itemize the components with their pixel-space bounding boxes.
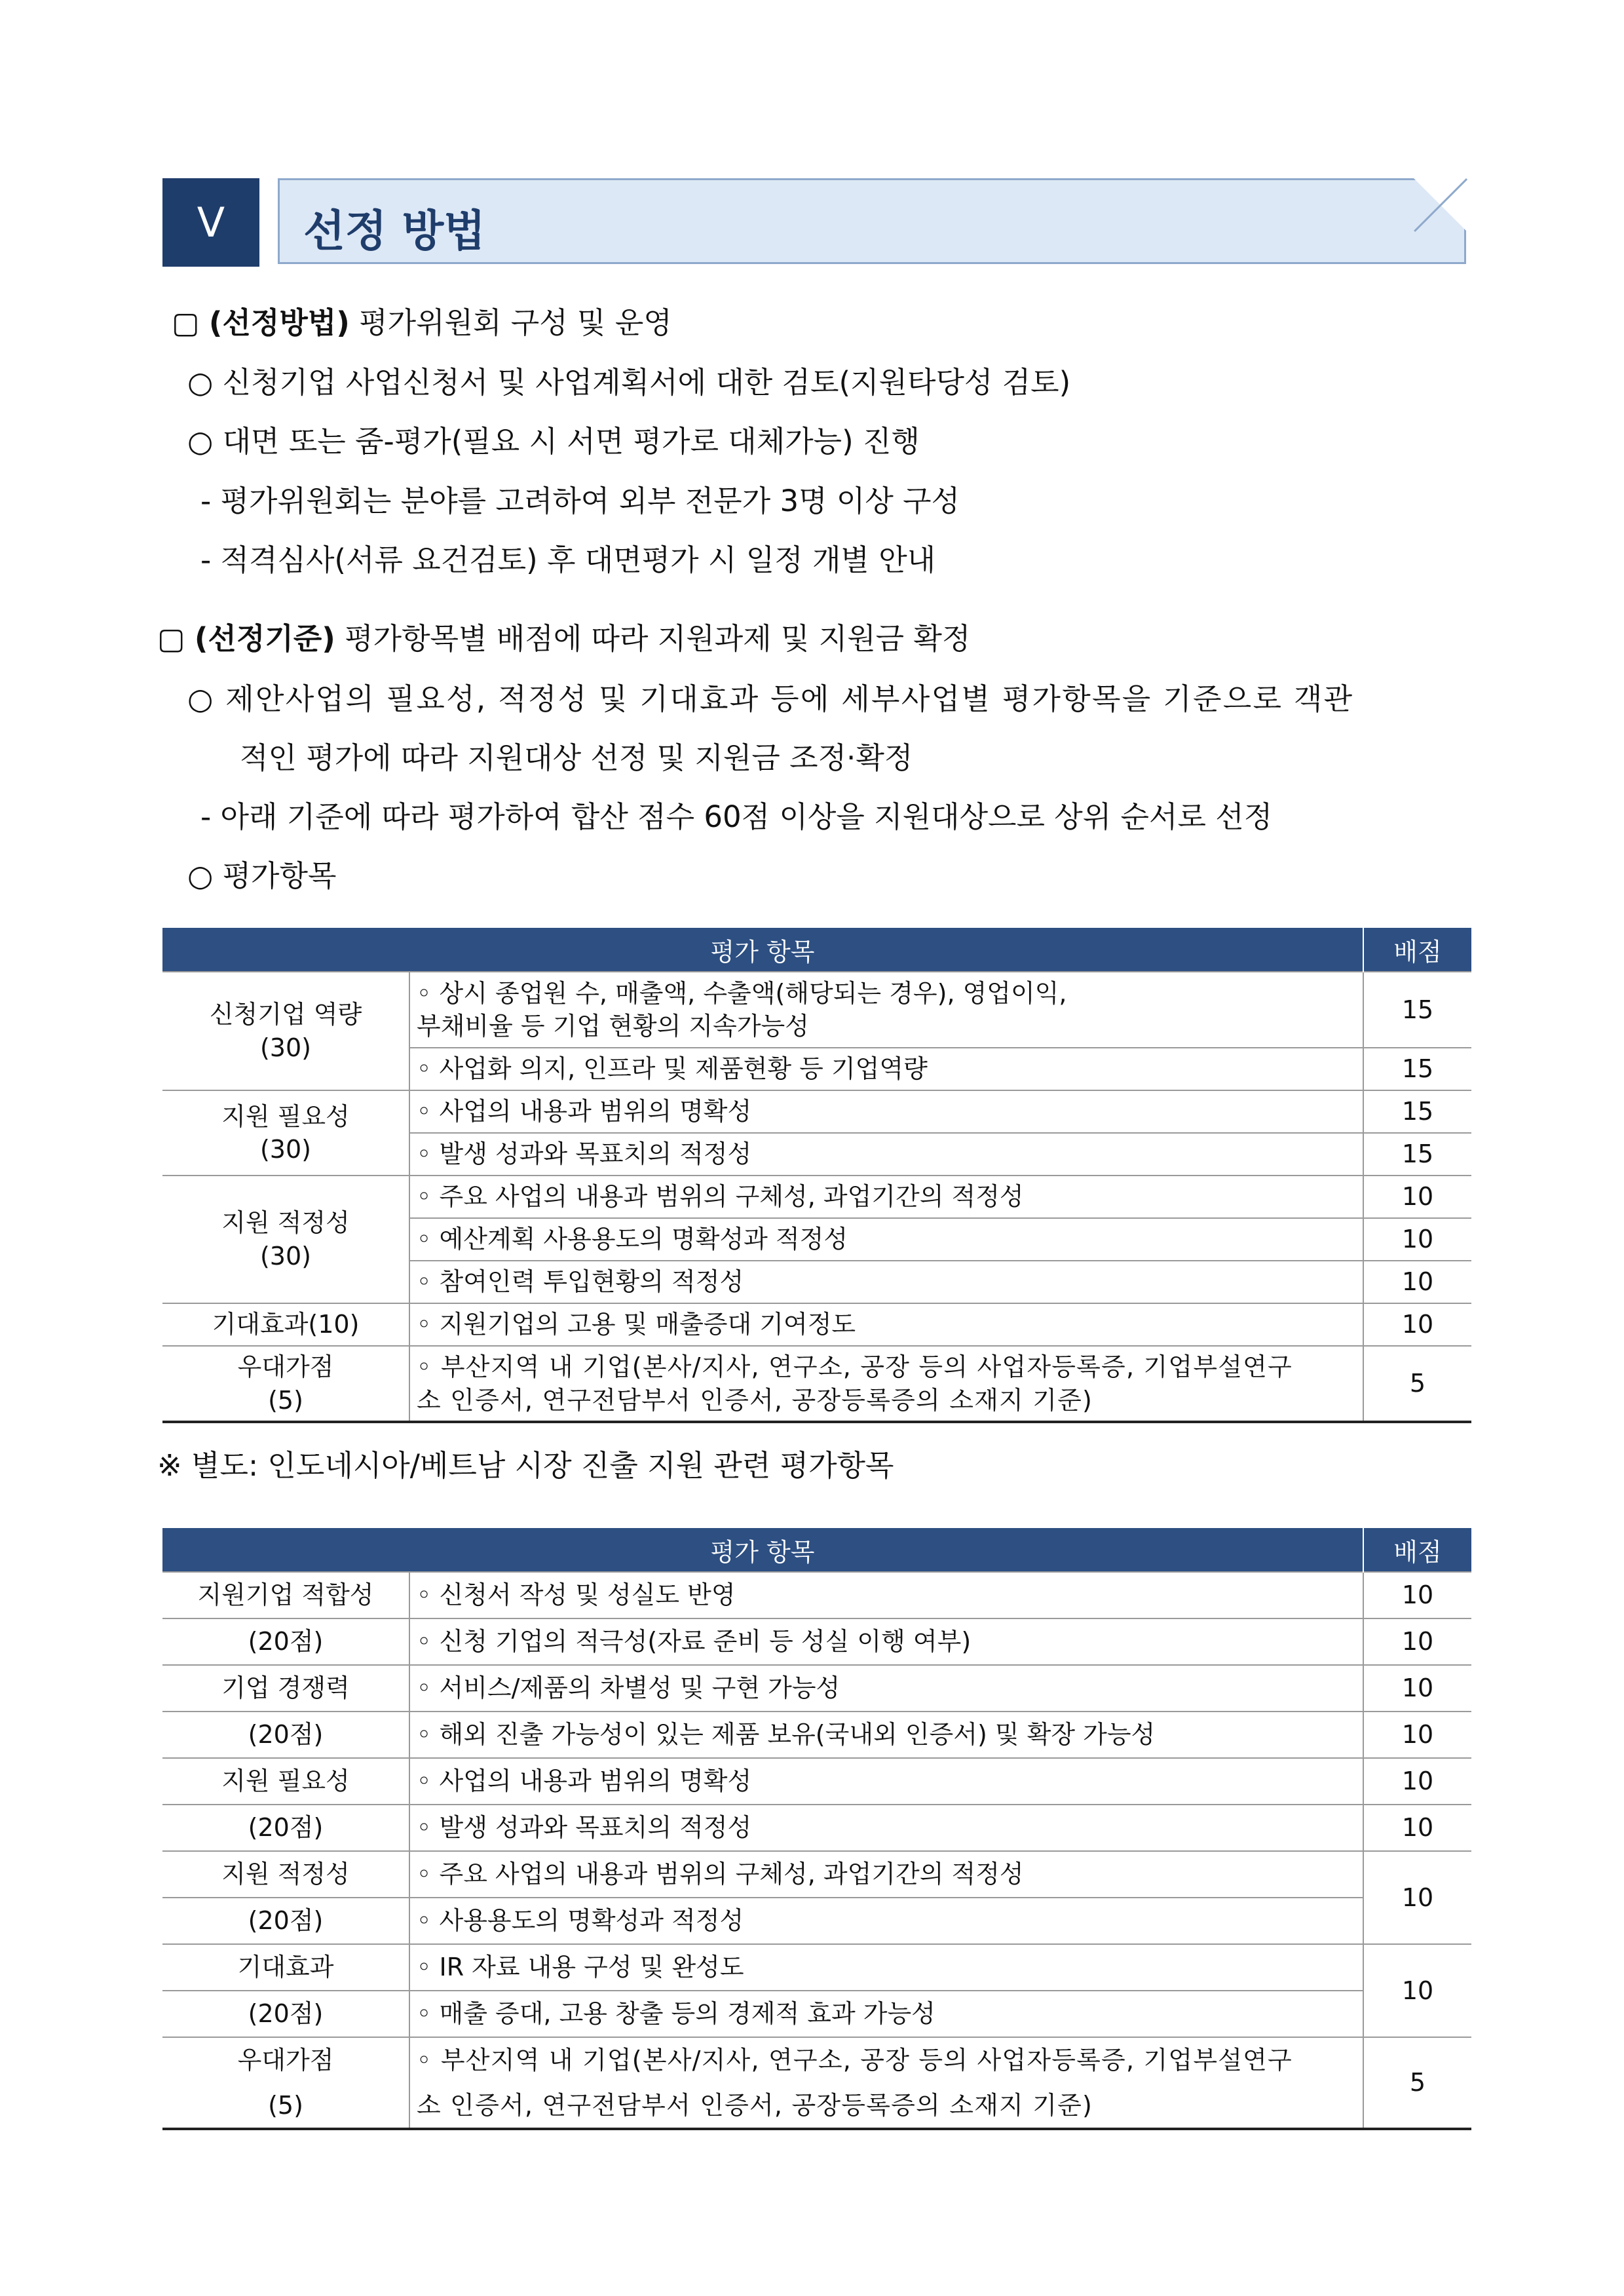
score-cell: 10 — [1363, 1712, 1471, 1758]
table-row — [162, 1618, 1471, 1665]
item-cell: ◦ 사업화 의지, 인프라 및 제품현황 등 기업역량 — [409, 1048, 1363, 1090]
table-header-row — [162, 1528, 1471, 1572]
category-cell: 지원 필요성 (30) — [162, 1090, 409, 1176]
item-cell: ◦ 신청서 작성 및 성실도 반영 — [409, 1572, 1363, 1618]
item-cell: ◦ 해외 진출 가능성이 있는 제품 보유(국내외 인증서) 및 확장 가능성 — [409, 1712, 1363, 1758]
table-row — [162, 972, 1471, 1048]
item-cell: ◦ IR 자료 내용 구성 및 완성도 — [409, 1944, 1363, 1991]
header-item: 평가 항목 — [162, 928, 1363, 972]
score-cell: 10 — [1363, 1618, 1471, 1665]
table-row — [162, 1712, 1471, 1758]
bullet-line: ○ 대면 또는 줌-평가(필요 시 서면 평가로 대체가능) 진행 — [187, 424, 920, 459]
score-cell: 10 — [1363, 1572, 1471, 1618]
category-cell: (20점) — [162, 1991, 409, 2037]
category-cell: 기업 경쟁력 — [162, 1665, 409, 1712]
section-title: 선정 방법 — [303, 206, 486, 256]
category-cell: 지원기업 적합성 — [162, 1572, 409, 1618]
category-cell: 신청기업 역량 (30) — [162, 972, 409, 1090]
table-row — [162, 1176, 1471, 1218]
table-row — [162, 1991, 1471, 2037]
heading-selection-method: ▢ (선정방법) 평가위원회 구성 및 운영 — [172, 305, 672, 340]
section-number: V — [162, 178, 259, 267]
item-cell: ◦ 발생 성과와 목표치의 적정성 — [409, 1133, 1363, 1176]
category-cell: (20점) — [162, 1618, 409, 1665]
item-cell: ◦ 참여인력 투입현황의 적정성 — [409, 1261, 1363, 1303]
item-cell: ◦ 주요 사업의 내용과 범위의 구체성, 과업기간의 적정성 — [409, 1176, 1363, 1218]
score-cell: 5 — [1363, 1346, 1471, 1422]
score-cell: 15 — [1363, 1090, 1471, 1133]
item-cell: ◦ 사용용도의 명확성과 적정성 — [409, 1898, 1363, 1944]
heading-selection-criteria: ▢ (선정기준) 평가항목별 배점에 따라 지원과제 및 지원금 확정 — [157, 621, 971, 656]
dash-line: - 평가위원회는 분야를 고려하여 외부 전문가 3명 이상 구성 — [200, 484, 960, 518]
item-cell: ◦ 매출 증대, 고용 창출 등의 경제적 효과 가능성 — [409, 1991, 1363, 2037]
score-cell: 10 — [1363, 1805, 1471, 1851]
item-cell: ◦ 상시 종업원 수, 매출액, 수출액(해당되는 경우), 영업이익, 부채비율 등 기업 현황의 지속가능성 — [409, 972, 1363, 1048]
bullet-line: ○ 신청기업 사업신청서 및 사업계획서에 대한 검토(지원타당성 검토) — [187, 365, 1071, 400]
table-row — [162, 2037, 1471, 2129]
score-cell: 10 — [1363, 1944, 1471, 2037]
score-cell: 15 — [1363, 1048, 1471, 1090]
table-row — [162, 1303, 1471, 1346]
dash-line: - 아래 기준에 따라 평가하여 합산 점수 60점 이상을 지원대상으로 상위 순서로 선정 — [200, 799, 1273, 834]
category-cell: 지원 적정성 (30) — [162, 1176, 409, 1303]
score-cell: 10 — [1363, 1218, 1471, 1261]
category-cell: (20점) — [162, 1898, 409, 1944]
item-cell: ◦ 부산지역 내 기업(본사/지사, 연구소, 공장 등의 사업자등록증, 기업부설연구 소 인증서, 연구전담부서 인증서, 공장등록증의 소재지 기준) — [409, 1346, 1363, 1422]
score-cell: 10 — [1363, 1665, 1471, 1712]
category-cell: (20점) — [162, 1805, 409, 1851]
item-cell: ◦ 신청 기업의 적극성(자료 준비 등 성실 이행 여부) — [409, 1618, 1363, 1665]
score-cell: 10 — [1363, 1176, 1471, 1218]
item-cell: ◦ 주요 사업의 내용과 범위의 구체성, 과업기간의 적정성 — [409, 1851, 1363, 1898]
score-cell: 15 — [1363, 1133, 1471, 1176]
table-row — [162, 1665, 1471, 1712]
item-cell: ◦ 발생 성과와 목표치의 적정성 — [409, 1805, 1363, 1851]
header-score: 배점 — [1363, 928, 1471, 972]
category-cell: 지원 필요성 — [162, 1758, 409, 1805]
score-cell: 10 — [1363, 1851, 1471, 1944]
score-cell: 5 — [1363, 2037, 1471, 2129]
table-row — [162, 1346, 1471, 1422]
dash-line: - 적격심사(서류 요건검토) 후 대면평가 시 일정 개별 안내 — [200, 543, 936, 577]
table-row — [162, 1758, 1471, 1805]
evaluation-table — [162, 928, 1471, 1423]
score-cell: 10 — [1363, 1758, 1471, 1805]
table-header-row — [162, 928, 1471, 972]
table-row — [162, 1944, 1471, 1991]
category-cell: 우대가점 (5) — [162, 1346, 409, 1422]
separate-criteria-note: ※ 별도: 인도네시아/베트남 시장 진출 지원 관련 평가항목 — [157, 1448, 894, 1483]
category-cell: 기대효과(10) — [162, 1303, 409, 1346]
item-cell: ◦ 지원기업의 고용 및 매출증대 기여정도 — [409, 1303, 1363, 1346]
table-row — [162, 1898, 1471, 1944]
section-title-box — [278, 178, 1466, 264]
bullet-line: ○ 제안사업의 필요성, 적정성 및 기대효과 등에 세부사업별 평가항목을 기준으로 객관 — [187, 681, 1354, 716]
indonesia-vietnam-evaluation-table — [162, 1528, 1471, 2130]
score-cell: 10 — [1363, 1261, 1471, 1303]
category-cell: (20점) — [162, 1712, 409, 1758]
table-row — [162, 1090, 1471, 1133]
bullet-line: ○ 평가항목 — [187, 858, 337, 893]
header-score: 배점 — [1363, 1528, 1471, 1572]
item-cell: ◦ 부산지역 내 기업(본사/지사, 연구소, 공장 등의 사업자등록증, 기업부설연구 소 인증서, 연구전담부서 인증서, 공장등록증의 소재지 기준) — [409, 2037, 1363, 2129]
item-cell: ◦ 사업의 내용과 범위의 명확성 — [409, 1758, 1363, 1805]
table-row — [162, 1851, 1471, 1898]
category-cell: 기대효과 — [162, 1944, 409, 1991]
header-item: 평가 항목 — [162, 1528, 1363, 1572]
item-cell: ◦ 예산계획 사용용도의 명확성과 적정성 — [409, 1218, 1363, 1261]
table-row — [162, 1572, 1471, 1618]
score-cell: 15 — [1363, 972, 1471, 1048]
table-row — [162, 1805, 1471, 1851]
category-cell: 우대가점 (5) — [162, 2037, 409, 2129]
item-cell: ◦ 사업의 내용과 범위의 명확성 — [409, 1090, 1363, 1133]
category-cell: 지원 적정성 — [162, 1851, 409, 1898]
item-cell: ◦ 서비스/제품의 차별성 및 구현 가능성 — [409, 1665, 1363, 1712]
score-cell: 10 — [1363, 1303, 1471, 1346]
bullet-continuation: 적인 평가에 따라 지원대상 선정 및 지원금 조정·확정 — [240, 740, 913, 775]
